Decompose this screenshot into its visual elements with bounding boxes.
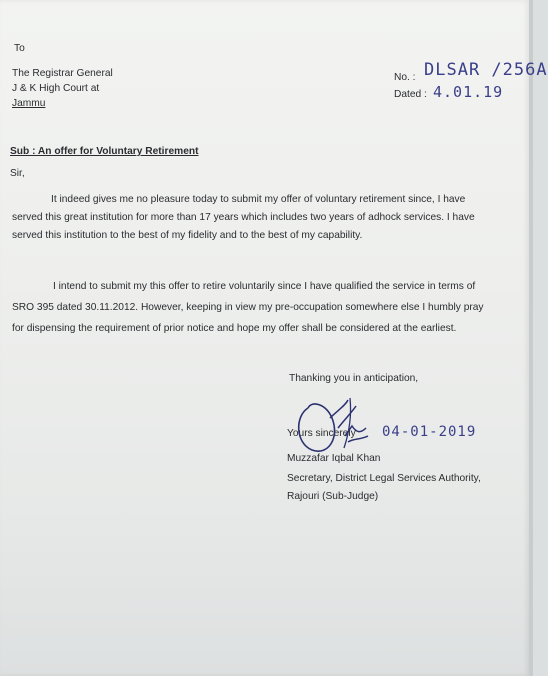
signatory-name: Muzzafar Iqbal Khan: [287, 453, 381, 464]
recipient-line-1: The Registrar General: [12, 68, 113, 79]
recipient-line-2: J & K High Court at: [12, 83, 100, 94]
ref-no-label: No. :: [394, 72, 416, 83]
paragraph-2: [0, 277, 484, 339]
paragraph-1-line-3: served this institution to the best of my fidelity and to the best of my capability.: [12, 230, 363, 241]
recipient-line-3: Jammu: [12, 98, 46, 109]
signatory-title-1: Secretary, District Legal Services Authority,: [287, 473, 481, 484]
paragraph-1-line-1: It indeed gives me no pleasure today to submit my offer of voluntary retirement since, I have: [51, 194, 466, 205]
closing-thanks: Thanking you in anticipation,: [289, 373, 419, 384]
page-edge: [529, 0, 533, 676]
ref-no-value: DLSAR /256A: [424, 60, 548, 80]
to-label: To: [14, 43, 25, 54]
paragraph-2-line-3: for dispensing the requirement of prior notice and hope my offer shall be considered at the earliest.: [12, 323, 457, 334]
paragraph-2-line-1: I intend to submit my this offer to retire voluntarily since I have qualified the service in terms of: [53, 281, 476, 292]
paragraph-1-line-2: served this great institution for more than 17 years which includes two years of adhock services. I have: [12, 212, 475, 223]
subject-line: Sub : An offer for Voluntary Retirement: [10, 146, 199, 157]
paragraph-2-line-2: SRO 395 dated 30.11.2012. However, keeping in view my pre-occupation somewhere else I humbly pray: [12, 302, 484, 313]
signatory-title-2: Rajouri (Sub-Judge): [287, 491, 379, 502]
ref-dated-value: 4.01.19: [433, 83, 504, 101]
ref-dated-label: Dated :: [394, 89, 427, 100]
closing-yours: Yours sincerely: [287, 428, 356, 439]
paragraph-1: [0, 190, 475, 246]
signature-date: 04-01-2019: [382, 424, 477, 440]
salutation: Sir,: [10, 168, 25, 179]
